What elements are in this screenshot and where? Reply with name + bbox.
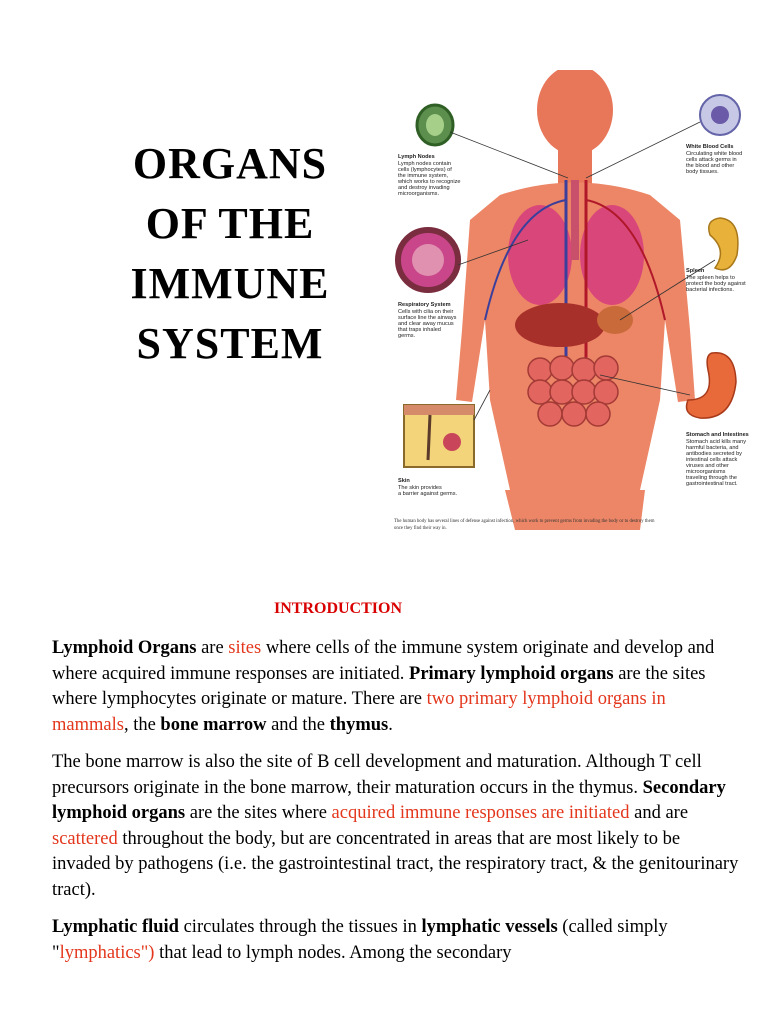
paragraph xyxy=(52,636,742,738)
lymph-node-cell-image xyxy=(417,105,453,145)
highlighted-text: two primary lymphoid organs in mammals xyxy=(52,689,666,735)
white-blood-cells-text: body tissues. xyxy=(686,169,719,175)
text-run: , the xyxy=(123,714,161,735)
text-run: . xyxy=(388,714,393,735)
skin-label: Skin xyxy=(398,478,410,484)
paragraph xyxy=(52,915,742,966)
stomach-intestines-text: Stomach acid kills many xyxy=(686,439,746,445)
stomach-intestines-text: traveling through the xyxy=(686,475,737,481)
bold-term: Lymphatic fluid xyxy=(52,917,179,937)
text-run: The bone marrow is also the site of B cell development and maturation. Although T cell precursors originate in the bone marrow, their maturation occurs in the thymus. xyxy=(52,752,702,798)
respiratory-system-text: surface line the airways xyxy=(398,315,457,321)
text-run: throughout the body, but are concentrated in areas that are most likely to be invaded by pathogens (i.e. the gastrointestinal tract, the respiratory tract, & the genitourinary tract). xyxy=(52,828,739,900)
text-run: are the sites where lymphocytes originate or mature. There are xyxy=(52,663,706,709)
introduction-heading: INTRODUCTION xyxy=(273,600,402,617)
highlighted-text: scattered xyxy=(52,828,118,849)
highlighted-text: acquired immune responses are initiated xyxy=(331,803,630,823)
respiratory-system-text: that traps inhaled xyxy=(398,327,441,333)
stomach-intestines-text: gastrointestinal tract. xyxy=(686,481,738,487)
text-run: and the xyxy=(266,714,330,735)
spleen-text: bacterial infections. xyxy=(686,287,734,293)
bold-term: thymus xyxy=(329,714,389,735)
stomach-intestines-text: intestinal cells attack xyxy=(686,457,738,463)
lymph-nodes-text: Lymph nodes contain xyxy=(398,161,451,167)
white-blood-cells-text: cells attack germs in xyxy=(686,157,737,163)
title-line: IMMUNE xyxy=(130,259,330,308)
stomach-intestines-text: microorganisms xyxy=(686,469,726,475)
respiratory-system-text: Cells with cilia on their xyxy=(398,309,454,315)
stomach-intestines-label: Stomach and Intestines xyxy=(686,432,749,438)
skin-text: The skin provides xyxy=(398,485,442,491)
immune-system-illustration xyxy=(390,70,768,540)
text-run: that lead to lymph nodes. Among the secondary xyxy=(154,942,512,963)
figure-caption: once they find their way in. xyxy=(394,526,447,531)
respiratory-system-label: Respiratory System xyxy=(398,302,451,308)
skin-cross-section-image xyxy=(404,405,474,467)
title-line: SYSTEM xyxy=(136,319,324,368)
text-run: circulates through the tissues in xyxy=(178,917,422,937)
paragraph xyxy=(52,750,742,903)
text-run: where cells of the immune system originate and develop and where acquired immune responses are initiated. xyxy=(52,638,715,684)
human-body-figure xyxy=(456,70,695,530)
stomach-intestines-text: viruses and other xyxy=(686,463,729,469)
lymph-nodes-text: and destroy invading xyxy=(398,185,450,191)
title-line: OF THE xyxy=(145,199,315,248)
lymph-nodes-text: which works to recognize xyxy=(398,179,461,185)
white-blood-cell-image xyxy=(700,95,740,135)
figure-caption: The human body has several lines of defense against infection, which work to prevent germs from invading the body or to destroy them xyxy=(394,519,655,524)
stomach-intestines-text: harmful bacteria, and xyxy=(686,445,739,451)
bold-term: lymphatic vessels xyxy=(421,917,558,937)
lymph-nodes-text: microorganisms. xyxy=(398,191,440,197)
spleen-text: The spleen helps to xyxy=(686,275,735,281)
bold-term: Primary lymphoid organs xyxy=(409,663,614,684)
lymph-nodes-text: the immune system, xyxy=(398,173,449,179)
text-run: (called simply " xyxy=(52,917,668,963)
highlighted-text: lymphatics") xyxy=(59,942,155,963)
stomach-intestines-text: antibodies secreted by xyxy=(686,451,742,457)
text-run: are xyxy=(196,638,229,658)
respiratory-system-text: and clear away mucus xyxy=(398,321,454,327)
spleen-label: Spleen xyxy=(686,268,705,274)
respiratory-airway-image xyxy=(398,230,458,290)
white-blood-cells-text: the blood and other xyxy=(686,163,735,169)
page-title xyxy=(100,134,360,374)
bold-term: Secondary lymphoid organs xyxy=(52,777,726,823)
white-blood-cells-label: White Blood Cells xyxy=(686,144,734,150)
spleen-text: protect the body against xyxy=(686,281,746,287)
body-text xyxy=(52,636,742,978)
lymph-nodes-label: Lymph Nodes xyxy=(398,154,435,160)
lymph-nodes-text: cells (lymphocytes) of xyxy=(398,167,452,173)
white-blood-cells-text: Circulating white blood xyxy=(686,151,743,157)
bold-term: bone marrow xyxy=(160,714,267,735)
highlighted-text: sites xyxy=(228,638,262,658)
spleen-image xyxy=(709,218,738,270)
text-run: and are xyxy=(629,803,689,823)
title-line: ORGANS xyxy=(132,139,328,188)
skin-text: a barrier against germs. xyxy=(398,491,458,497)
text-run: are the sites where xyxy=(185,803,332,823)
respiratory-system-text: germs. xyxy=(398,333,416,339)
bold-term: Lymphoid Organs xyxy=(52,638,197,658)
